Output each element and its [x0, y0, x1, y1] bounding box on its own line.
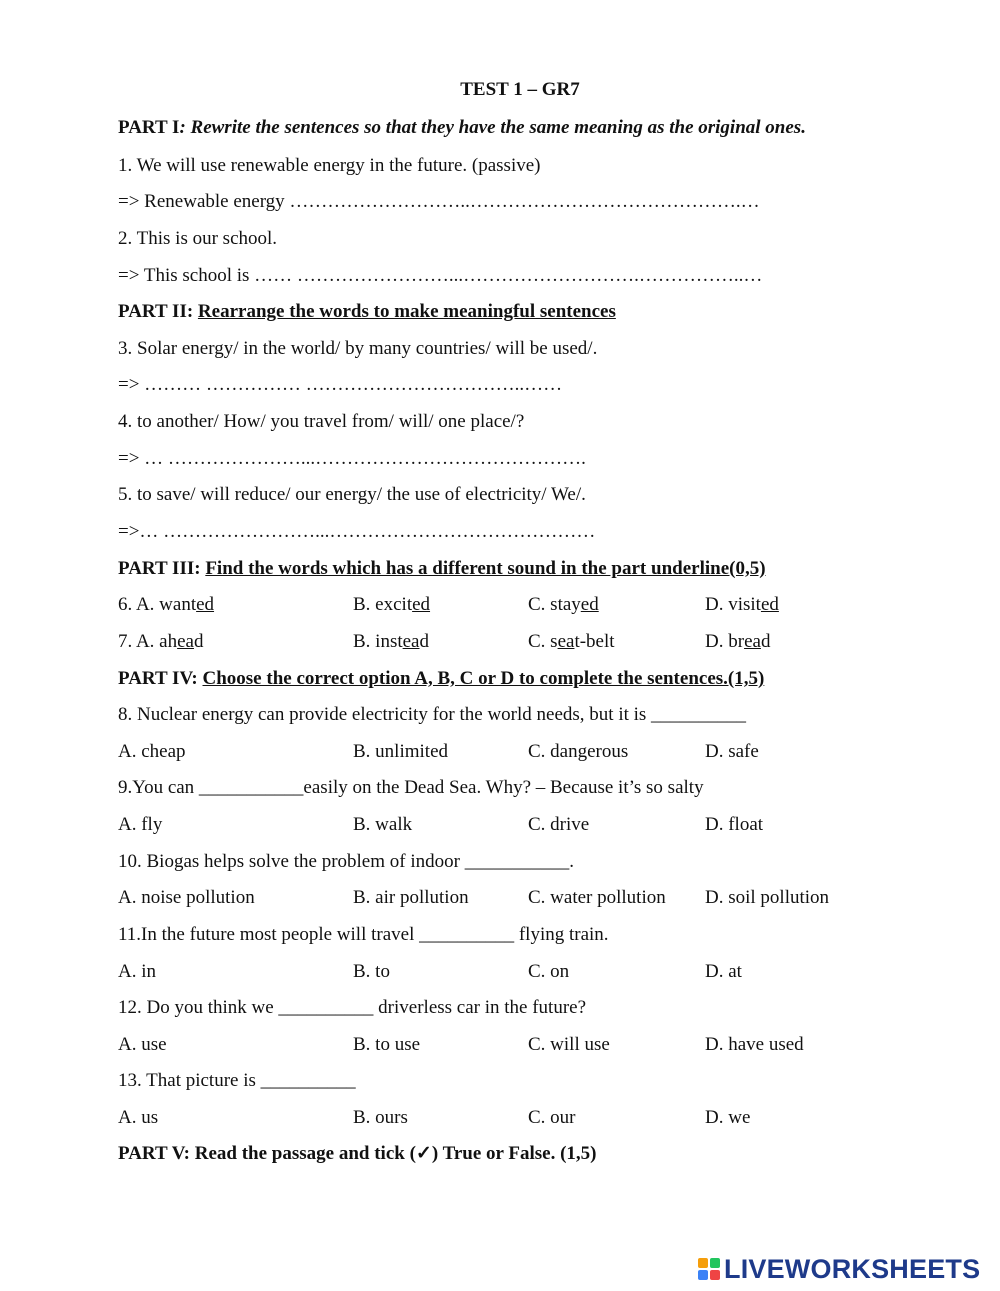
q9-option-b[interactable]: B. walk	[353, 814, 413, 835]
question-2: 2. This is our school.	[118, 228, 278, 249]
q11-option-a[interactable]: A. in	[118, 961, 156, 982]
q10-option-b[interactable]: B. air pollution	[353, 887, 469, 908]
part2-label: PART II:	[118, 301, 194, 322]
question-4: 4. to another/ How/ you travel from/ will/ one place/?	[118, 411, 525, 432]
q9-option-a[interactable]: A. fly	[118, 814, 163, 835]
logo-square	[710, 1270, 720, 1280]
q6-option-b[interactable]: B. excited	[353, 594, 431, 615]
answer-line-5[interactable]: =>… ……………………...……………………………………	[118, 521, 596, 542]
q12-option-b[interactable]: B. to use	[353, 1034, 421, 1055]
underlined-sound: ed	[196, 594, 215, 615]
part2-heading	[118, 300, 616, 324]
question-3: 3. Solar energy/ in the world/ by many countries/ will be used/.	[118, 338, 598, 359]
question-13: 13. That picture is __________	[118, 1070, 356, 1091]
question-11: 11.In the future most people will travel __________ flying train.	[118, 924, 609, 945]
logo-square	[698, 1258, 708, 1268]
answer-line-3[interactable]: => ……… …………… ……………………………..……	[118, 374, 563, 395]
q7-option-c[interactable]: C. seat-belt	[528, 631, 615, 652]
logo-brand-text: LIVEWORKSHEETS	[724, 1253, 981, 1284]
q12-option-a[interactable]: A. use	[118, 1034, 167, 1055]
part3-label: PART III:	[118, 558, 201, 579]
q12-option-d[interactable]: D. have used	[705, 1034, 804, 1055]
q6-option-d[interactable]: D. visited	[705, 594, 779, 615]
part5-heading: PART V: Read the passage and tick (✓) True or False. (1,5)	[118, 1143, 597, 1164]
q11-option-b[interactable]: B. to	[353, 961, 390, 982]
question-8: 8. Nuclear energy can provide electricity for the world needs, but it is __________	[118, 704, 747, 725]
q8-option-b[interactable]: B. unlimited	[353, 741, 448, 762]
part4-instruction: Choose the correct option A, B, C or D to complete the sentences.(1,5)	[202, 668, 765, 689]
logo-square	[698, 1270, 708, 1280]
logo-square	[710, 1258, 720, 1268]
q13-option-a[interactable]: A. us	[118, 1107, 159, 1128]
logo-grid-icon	[698, 1258, 720, 1280]
q9-option-d[interactable]: D. float	[705, 814, 764, 835]
q6-option-a[interactable]: 6. A. wanted	[118, 594, 215, 615]
question-12: 12. Do you think we __________ driverless car in the future?	[118, 997, 587, 1018]
q13-option-d[interactable]: D. we	[705, 1107, 751, 1128]
part4-heading	[118, 667, 764, 691]
part3-heading	[118, 557, 766, 581]
part1-label: PART I	[118, 117, 180, 138]
q13-option-c[interactable]: C. our	[528, 1107, 576, 1128]
part3-instruction: Find the words which has a different sound in the part underline(0,5)	[205, 558, 766, 579]
q11-option-c[interactable]: C. on	[528, 961, 570, 982]
answer-line-2[interactable]: => This school is …… ……………………...……………………….……………..…	[118, 265, 763, 286]
q9-option-c[interactable]: C. drive	[528, 814, 590, 835]
answer-line-1[interactable]: => Renewable energy ………………………..…………………………………….…	[118, 191, 760, 212]
underlined-sound: ea	[744, 631, 761, 652]
underlined-sound: ed	[760, 594, 779, 615]
underlined-sound: ea	[177, 631, 194, 652]
q10-option-c[interactable]: C. water pollution	[528, 887, 666, 908]
question-5: 5. to save/ will reduce/ our energy/ the use of electricity/ We/.	[118, 484, 586, 505]
q11-option-d[interactable]: D. at	[705, 961, 742, 982]
question-10: 10. Biogas helps solve the problem of indoor ___________.	[118, 851, 574, 872]
liveworksheets-logo	[698, 1254, 980, 1284]
underlined-sound: ea	[557, 631, 575, 652]
q10-option-d[interactable]: D. soil pollution	[705, 887, 830, 908]
answer-line-4[interactable]: => … …………………...…………………………………….	[118, 448, 586, 469]
q8-option-c[interactable]: C. dangerous	[528, 741, 629, 762]
question-1: 1. We will use renewable energy in the future. (passive)	[118, 155, 541, 176]
q6-option-c[interactable]: C. stayed	[528, 594, 599, 615]
underlined-sound: ed	[412, 594, 431, 615]
q7-option-a[interactable]: 7. A. ahead	[118, 631, 204, 652]
underlined-sound: ed	[580, 594, 599, 615]
part1-heading	[118, 116, 806, 140]
q7-option-b[interactable]: B. instead	[353, 631, 429, 652]
q7-option-d[interactable]: D. bread	[705, 631, 771, 652]
page-title: TEST 1 – GR7	[460, 79, 580, 100]
part2-instruction: Rearrange the words to make meaningful sentences	[197, 301, 616, 322]
underlined-sound: ea	[402, 631, 420, 652]
q13-option-b[interactable]: B. ours	[353, 1107, 408, 1128]
question-9: 9.You can ___________easily on the Dead Sea. Why? – Because it’s so salty	[118, 777, 704, 798]
part4-label: PART IV:	[118, 668, 198, 689]
q10-option-a[interactable]: A. noise pollution	[118, 887, 255, 908]
q12-option-c[interactable]: C. will use	[528, 1034, 610, 1055]
q8-option-d[interactable]: D. safe	[705, 741, 759, 762]
q8-option-a[interactable]: A. cheap	[118, 741, 186, 762]
part1-instruction: : Rewrite the sentences so that they have the same meaning as the original ones.	[179, 117, 806, 138]
